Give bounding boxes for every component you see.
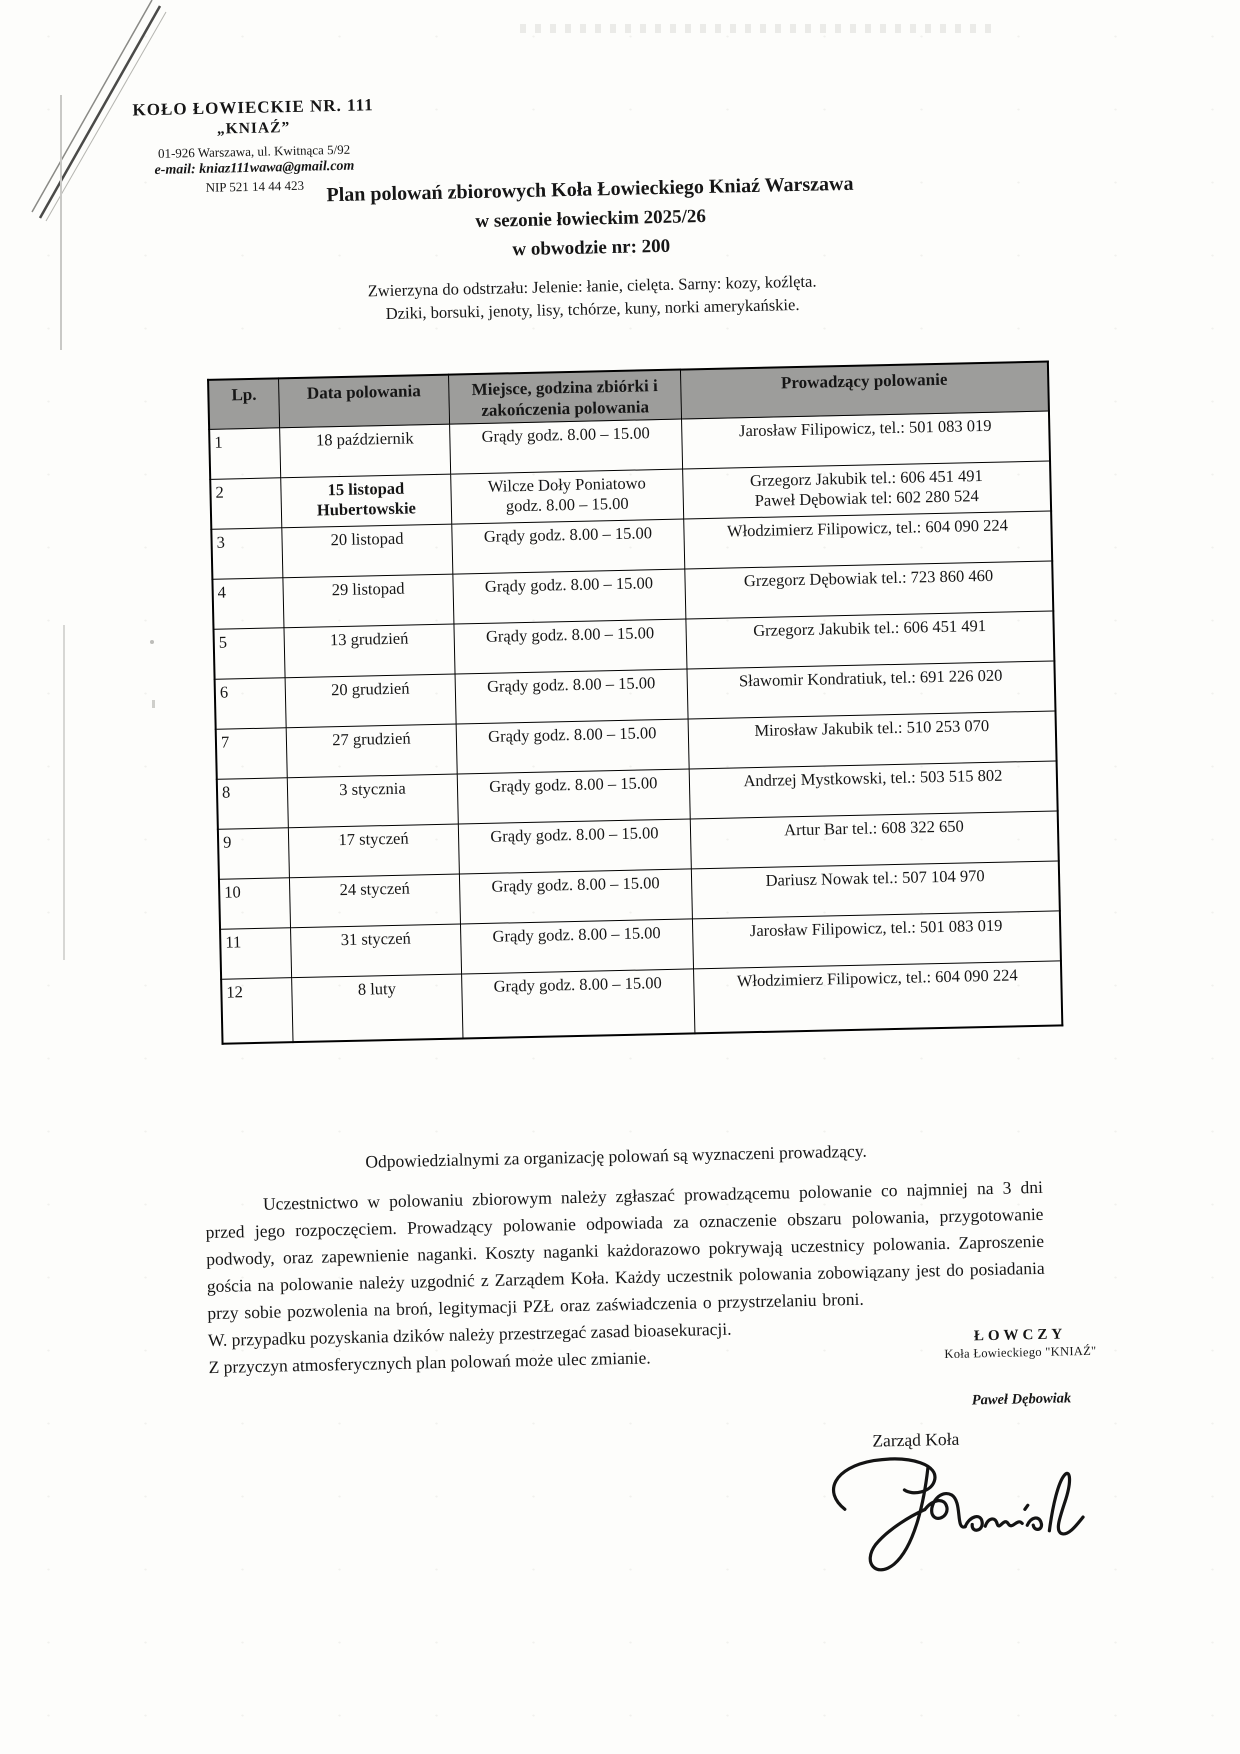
cell-date: 13 grudzień <box>284 624 455 678</box>
cell-leader: Grzegorz Jakubik tel.: 606 451 491 Paweł Dębowiak tel: 602 280 524 <box>683 461 1052 519</box>
handwritten-signature <box>808 1442 1101 1608</box>
cell-place: Grądy godz. 8.00 – 15.00 <box>453 569 686 624</box>
cell-date: 17 styczeń <box>289 824 460 878</box>
header-date: Data polowania <box>279 375 450 428</box>
cell-place: Grądy godz. 8.00 – 15.00 <box>452 519 685 574</box>
cell-lp: 9 <box>218 828 290 880</box>
cell-place: Grądy godz. 8.00 – 15.00 <box>457 769 690 824</box>
cell-lp: 1 <box>209 428 281 480</box>
cell-lp: 11 <box>220 928 292 980</box>
cell-lp: 8 <box>217 778 289 830</box>
game-species-line-1: Zwierzyna do odstrzału: Jelenie: łanie, cielęta. Sarny: kozy, koźlęta. <box>367 271 817 301</box>
cell-lp: 4 <box>212 578 284 630</box>
responsibility-note: Odpowiedzialnymi za organizację polowań są wyznaczeni prowadzący. <box>365 1140 867 1172</box>
cell-leader: Andrzej Mystkowski, tel.: 503 515 802 <box>689 761 1058 819</box>
org-name-kniaz: „KNIAŹ” <box>216 119 291 138</box>
title-line-2: w sezonie łowieckim 2025/26 <box>475 205 707 232</box>
cell-date: 15 listopad Hubertowskie <box>281 474 452 528</box>
header-lp: Lp. <box>208 378 280 429</box>
cell-date: 24 styczeń <box>290 874 461 928</box>
cell-date: 18 październik <box>280 424 451 478</box>
cell-lp: 10 <box>219 878 291 930</box>
board-label: Zarząd Koła <box>872 1428 960 1451</box>
cell-place: Wilcze Doły Poniatowo godz. 8.00 – 15.00 <box>450 469 683 524</box>
cell-leader: Grzegorz Dębowiak tel.: 723 860 460 <box>685 561 1054 619</box>
header-place: Miejsce, godzina zbiórki i zakończenia polowania <box>448 370 681 425</box>
hunt-plan-table <box>207 361 1063 1045</box>
lowczy-role-label: ŁOWCZY <box>973 1326 1067 1345</box>
cell-leader: Dariusz Nowak tel.: 507 104 970 <box>691 861 1060 919</box>
org-email: e-mail: kniaz111wawa@gmail.com <box>154 158 355 178</box>
document-title <box>170 169 1012 268</box>
cell-lp: 6 <box>215 678 287 730</box>
org-address: 01-926 Warszawa, ul. Kwitnąca 5/92 <box>157 141 351 161</box>
cell-place: Grądy godz. 8.00 – 15.00 <box>460 919 693 974</box>
cell-leader: Włodzimierz Filipowicz, tel.: 604 090 224 <box>694 961 1063 1033</box>
cell-place: Grądy godz. 8.00 – 15.00 <box>461 969 695 1038</box>
cell-lp: 5 <box>213 628 285 680</box>
signatory-name: Paweł Dębowiak <box>971 1390 1072 1409</box>
game-species-line-2: Dziki, borsuki, jenoty, lisy, tchórze, kuny, norki amerykańskie. <box>385 294 800 323</box>
cell-lp: 2 <box>210 478 282 530</box>
lowczy-block <box>915 1325 1126 1363</box>
title-line-1: Plan polowań zbiorowych Koła Łowieckiego Kniaź Warszawa <box>326 172 854 207</box>
game-species-note <box>172 265 1013 329</box>
cell-date: 8 luty <box>292 974 463 1042</box>
org-name: KOŁO ŁOWIECKIE NR. 111 <box>132 95 374 120</box>
cell-place: Grądy godz. 8.00 – 15.00 <box>458 819 691 874</box>
hunt-table-body <box>209 411 1062 1043</box>
lowczy-club-label: Koła Łowieckiego "KNIAŹ" <box>944 1343 1097 1362</box>
cell-leader: Mirosław Jakubik tel.: 510 253 070 <box>688 711 1057 769</box>
cell-date: 20 listopad <box>282 524 453 578</box>
cell-date: 3 stycznia <box>287 774 458 828</box>
cell-leader: Jarosław Filipowicz, tel.: 501 083 019 <box>682 411 1051 469</box>
cell-lp: 3 <box>211 528 283 580</box>
biosecurity-note: W. przypadku pozyskania dzików należy przestrzegać zasad bioasekuracji. <box>207 1318 732 1351</box>
title-line-3: w obwodzie nr: 200 <box>512 235 671 261</box>
cell-place: Grądy godz. 8.00 – 15.00 <box>456 719 689 774</box>
cell-place: Grądy godz. 8.00 – 15.00 <box>455 669 688 724</box>
header-leader: Prowadzący polowanie <box>680 362 1049 420</box>
cell-date: 29 listopad <box>283 574 454 628</box>
cell-lp: 7 <box>216 728 288 780</box>
cell-date: 27 grudzień <box>286 724 457 778</box>
org-nip: NIP 521 14 44 423 <box>205 177 305 195</box>
participation-paragraph: Uczestnictwo w polowaniu zbiorowym należy zgłaszać prowadzącemu polowanie co najmniej na 3 dni przed jego rozpoczęciem. Prowadzący polowanie odpowiada za oznaczenie obszaru polowania, przygotowanie podwody, oraz zapewnienie naganki. Koszty naganki każdorazowo pokrywają uczestnicy polowania. Zaproszenie gościa na polowanie należy uzgodnić z Zarządem Koła. Każdy uczestnik polowania zobowiązany jest do posiadania przy sobie pozwolenia na broń, legitymacji PZŁ oraz zaświadczenia o przystrzelaniu broni. <box>205 1176 1045 1324</box>
cell-leader: Jarosław Filipowicz, tel.: 501 083 019 <box>692 911 1061 969</box>
cell-date: 31 styczeń <box>291 924 462 978</box>
cell-date: 20 grudzień <box>285 674 456 728</box>
cell-leader: Sławomir Kondratiuk, tel.: 691 226 020 <box>687 661 1056 719</box>
cell-leader: Włodzimierz Filipowicz, tel.: 604 090 224 <box>684 511 1053 569</box>
cell-leader: Artur Bar tel.: 608 322 650 <box>690 811 1059 869</box>
cell-lp: 12 <box>221 978 293 1044</box>
cell-place: Grądy godz. 8.00 – 15.00 <box>449 419 682 474</box>
weather-note: Z przyczyn atmosferycznych plan polowań może ulec zmianie. <box>208 1347 651 1378</box>
cell-place: Grądy godz. 8.00 – 15.00 <box>454 619 687 674</box>
cell-place: Grądy godz. 8.00 – 15.00 <box>459 869 692 924</box>
cell-leader: Grzegorz Jakubik tel.: 606 451 491 <box>686 611 1055 669</box>
